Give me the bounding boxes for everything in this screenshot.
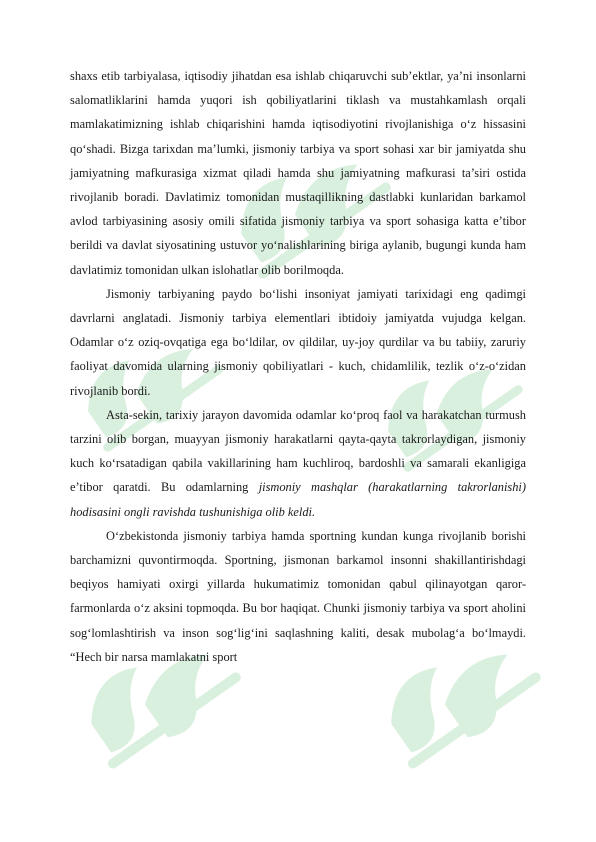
paragraph-3-text: Asta-sekin, tarixiy jarayon davomida odamlar ko‘proq faol va harakatchan turmush tarzini olib borgan, muayyan jismoniy harakatlarni qayta-qayta takrorlaydigan, jismoniy kuch ko‘rsatadigan qabila vakillarining ham kuchliroq, bardoshli va samarali ekanligiga e’tibor qaratdi. Bu odamlarning (70, 407, 526, 495)
document-body (70, 64, 526, 669)
paragraph-4: O‘zbekistonda jismoniy tarbiya hamda sportning kundan kunga rivojlanib borishi barchamizni quvontirmoqda. Sportning, jismonan barkamol insonni shakillantirishdagi beqiyos hamiyati oxirgi yillarda hukumatimiz tomonidan qabul qilinayotgan qaror-farmonlarda o‘z aksini topmoqda. Bu bor haqiqat. Chunki jismoniy tarbiya va sport aholini sog‘lomlashtirish va inson sog‘lig‘ini saqlashning kaliti, desak mubolag‘a bo‘lmaydi. “Hech bir narsa mamlakatni sport (70, 528, 526, 664)
paragraph-3 (70, 403, 526, 524)
paragraph-2: Jismoniy tarbiyaning paydo bo‘lishi insoniyat jamiyati tarixidagi eng qadimgi davrlarni anglatadi. Jismoniy tarbiya elementlari ibtidoiy jamiyatda vujudga kelgan. Odamlar o‘z oziq-ovqatiga ega bo‘ldilar, ov qildilar, uy-joy qurdilar va bu tabiiy, zaruriy faoliyat davomida ularning jismoniy qobiliyatlari - kuch, chidamlilik, tezlik o‘z-o‘zidan rivojlanib bordi. (70, 286, 526, 398)
paragraph-3-italic: jismoniy mashqlar (harakatlarning takrorlanishi) hodisasini ongli ravishda tushunishiga olib keldi. (70, 480, 526, 519)
paragraph-1: shaxs etib tarbiyalasa, iqtisodiy jihatdan esa ishlab chiqaruvchi sub’ektlar, ya’ni insonlarni salomatliklarini hamda yuqori ish qobiliyatlarini tiklash va mustahkamlash orqali mamlakatimizning ishlab chiqarishini hamda iqtisodiyotini rivojlanishiga o‘z hissasini qo‘shadi. Bizga tarixdan ma’lumki, jismoniy tarbiya va sport sohasi xar bir jamiyatda shu jamiyatning mafkurasiga xizmat qiladi hamda shu jamiyatning mafkurasi ta’siri ostida rivojlanib boradi. Davlatimiz tomonidan mustaqillikning dastlabki kunlaridan barkamol avlod tarbiyasining asosiy omili sifatida jismoniy tarbiya va sport sohasiga katta e’tibor berildi va davlat siyosatining ustuvor yo‘nalishlarining biriga aylanib, bugungi kunda ham davlatimiz tomonidan ulkan islohatlar olib borilmoqda. (70, 69, 526, 277)
